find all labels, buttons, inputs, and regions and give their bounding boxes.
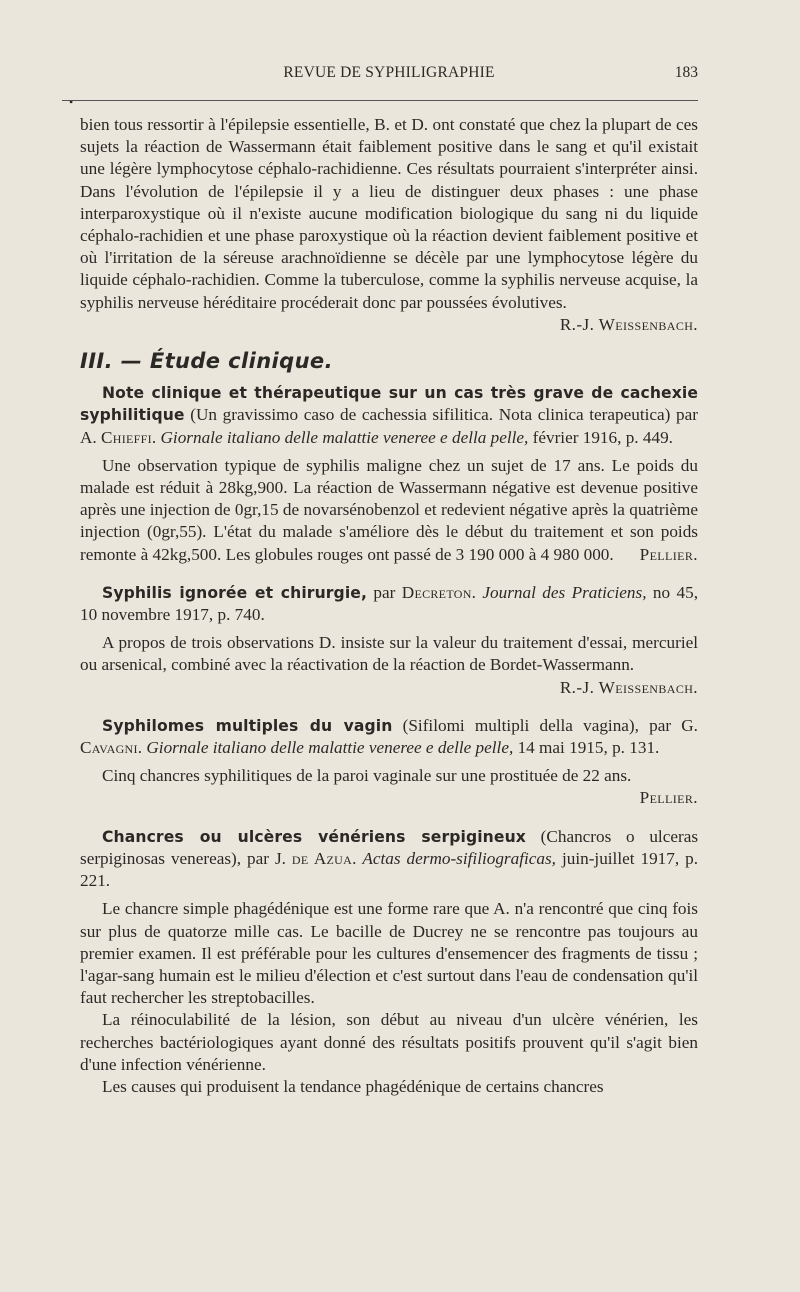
running-title: REVUE DE SYPHILIGRAPHIE xyxy=(283,64,495,81)
article-signature: Pellier. xyxy=(639,788,698,808)
article-ref-end: juin-juillet 1917, p. 221. xyxy=(80,848,699,891)
article-ref-sep: . xyxy=(471,582,483,602)
abstract-text: Une observation typique de syphilis maligne chez un sujet de 17 ans. Le poids du malade est réduit à 28kg,900. La réaction de Wassermann négative est devenue positive après une injection de 0gr,15 de novarsénobenzol et redevient négative après la quatrième injection (0gr,55). L'état du malade s'améliore dès le début du traitement et son poids remonte à 42kg,500. Les globules rouges ont passé de 3 190 000 à 4 980 000. xyxy=(80,455,698,564)
article-abstract xyxy=(80,765,698,809)
article-reference xyxy=(80,382,698,449)
article-ref-end: 14 mai 1915, p. 131. xyxy=(513,738,660,758)
intro-signature: R.-J. Weissenbach. xyxy=(559,314,698,334)
page-number: 183 xyxy=(674,64,698,81)
article-abstract: Le chancre simple phagédénique est une forme rare que A. n'a rencontré que cinq fois sur plus de quatorze mille cas. Le bacille de Ducrey ne se rencontre pas toujours au premier examen. Il est préférable pour les cultures d'ensemencer des fragments de tissu ; l'agar-sang humain est le milieu d'élection et c'est surtout dans l'eau de condensation qu'il faut rechercher les streptobacilles. xyxy=(80,899,698,1008)
page-header xyxy=(80,60,698,88)
article-reference xyxy=(80,826,698,893)
article-ref-end: no 45, 10 novembre 1917, p. 740. xyxy=(80,582,698,625)
article-ref-sep: . xyxy=(151,427,161,447)
intro-paragraph xyxy=(80,114,698,334)
article-author: Chieffi xyxy=(101,427,152,447)
article-title: Note clinique et thérapeutique sur un cas très grave de cachexie syphilitique xyxy=(80,384,698,425)
article-ref-plain: par xyxy=(366,582,402,602)
article-ref-plain: (Un gravissimo caso de cachessia sifilitica. Nota clinica terapeutica) par A. xyxy=(80,405,698,447)
section-heading: III. — Étude clinique. xyxy=(80,349,333,374)
article-abstract: La réinoculabilité de la lésion, son début au niveau d'un ulcère vénérien, les recherches bactériologiques ayant donné des résultats positifs prouvent qu'il s'agit bien d'une infection vénérienne. xyxy=(80,1010,698,1074)
article-ref-sep: . xyxy=(137,738,147,758)
intro-text: bien tous ressortir à l'épilepsie essentielle, B. et D. ont constaté que chez la plupart de ces sujets la réaction de Wassermann était faiblement positive dans le sang et qu'il existait une légère lymphocytose céphalo-rachidienne. Ces résultats pourraient s'interpréter ainsi. Dans l'évolution de l'épilepsie il y a lieu de distinguer deux phases : une phase interparoxystique où il n'existe aucune modification biologique du sang ni du liquide céphalo-rachidien et une phase paroxystique où la réaction devient faiblement positive et où l'irritation de la séreuse arachnoïdienne se décèle par une lymphocytose légère du liquide céphalo-rachidien. Comme la tuberculose, comme la syphilis nerveuse acquise, la syphilis nerveuse héréditaire procéderait donc par poussées évolutives. xyxy=(80,115,698,312)
article-ref-end: février 1916, p. 449. xyxy=(528,427,673,447)
bullet-mark: • xyxy=(69,95,74,109)
article-author: Decreton xyxy=(401,582,472,602)
article-ref-plain: (Chancros o ulceras serpiginosas venereas), par J. xyxy=(80,826,699,868)
page-body xyxy=(80,114,698,1098)
header-rule xyxy=(62,100,698,101)
article-signature: Pellier. xyxy=(639,544,698,564)
abstract-text: Cinq chancres syphilitiques de la paroi vaginale sur une prostituée de 22 ans. xyxy=(102,766,632,786)
article-author: Cavagni xyxy=(80,738,138,758)
article-title: Syphilomes multiples du vagin xyxy=(102,716,393,735)
article-ref-sep: . xyxy=(352,848,363,868)
article-abstract: Les causes qui produisent la tendance phagédénique de certains chancres xyxy=(102,1076,604,1096)
article-title: Syphilis ignorée et chirurgie, xyxy=(102,583,367,602)
article-ref-plain: (Sifilomi multipli della vagina), par G. xyxy=(392,715,698,735)
article-reference xyxy=(80,582,698,626)
article-abstract xyxy=(80,632,698,699)
article-journal: Giornale italiano delle malattie veneree e della pelle, xyxy=(160,427,529,447)
article-journal: Actas dermo-sifiliograficas, xyxy=(362,848,556,868)
article-journal: Journal des Praticiens, xyxy=(482,582,647,602)
article-reference xyxy=(80,715,698,759)
article-signature: R.-J. Weissenbach. xyxy=(559,677,698,697)
article-author: de Azua xyxy=(291,848,353,868)
article-journal: Giornale italiano delle malattie veneree e delle pelle, xyxy=(146,738,514,758)
article-abstract xyxy=(80,455,698,566)
article-title: Chancres ou ulcères vénériens serpigineux xyxy=(102,827,526,846)
abstract-text: A propos de trois observations D. insiste sur la valeur du traitement d'essai, mercuriel ou arsenical, combiné avec la réactivation de la réaction de Bordet-Wassermann. xyxy=(80,633,698,675)
